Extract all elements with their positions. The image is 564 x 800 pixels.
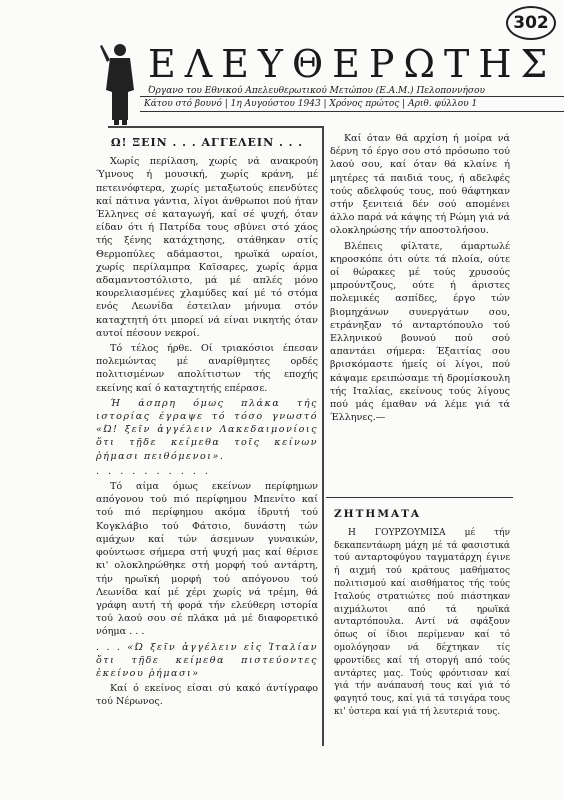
section-box-rule bbox=[326, 497, 513, 498]
title-rule bbox=[108, 126, 322, 128]
article-paragraph: Καί ό εκείνος είσαι σύ κακό άντίγραφο τού Νέρωνος. bbox=[96, 683, 318, 708]
section-title: ΖΗΤΗΜΑΤΑ bbox=[334, 508, 422, 520]
partisan-figure-logo bbox=[98, 40, 142, 126]
article-paragraph: Καί όταν θά αρχίση ή μοίρα νά δέρνη τό έργο σου στό πρόσωπο τού λαού σου, καί όταν θά κλαίνε ή μητέρες τά παιδιά τους, ή αδελφές τούς αδελφούς τους, πού θάφτηκαν στήν ξενιτειά δέν σού απομένει άλλο παρά νά κάψης τή Ρώμη γιά νά ολοκληρώσης τήν αποστολήσου. bbox=[330, 133, 510, 237]
newspaper-masthead: ΕΛΕΥΘΕΡΩΤΗΣ bbox=[148, 42, 557, 86]
page-number-stamp: 302 bbox=[506, 6, 556, 40]
article-left-column bbox=[96, 132, 318, 711]
column-divider bbox=[322, 126, 324, 746]
newspaper-subtitle: Όργανο του Εθνικού Απελευθερωτικού Μετώπου (Ε.Α.Μ.) Πελοποννήσου bbox=[148, 86, 485, 96]
article-title: Ω! ΞΕΙΝ . . . ΑΓΓΕΛΕΙΝ . . . bbox=[110, 136, 304, 149]
article-paragraph: Βλέπεις φίλτατε, άμαρτωλέ κηροσκόπε ότι ούτε τά πλοία, ούτε οί θώρακες μέ τούς χρυσούς μπρούντζους, ούτε ή άριστες πολεμικές ασπίδες, έργο τών βιομηχάνων συνεργάτων σου, ετράνηξαν τό ανταρτόπουλο τού Ελληνικού βουνού πού σού απαντάει σήμερα: Έξαιτίας σου βρισκόμαστε ήμείς οί λίγοι, πού κάψαμε ερειπώσαμε τή δρομίσκουλη τής Ιταλίας, εκείνους τούς λίγους πού μάς έμαθαν νά λέμε γιά τά Έλληνες.— bbox=[330, 240, 510, 424]
article-paragraph: Χωρίς περίλαση, χωρίς νά ανακρούη Ύμνους ή μουσική, χωρίς κράνη, μέ πετεινόφτερα, χωρίς μεταξωτούς επενδύτες καί πάτινα γάντια, λίγοι άνθρωποι πού ήταν Έλληνες σέ καταγωγή, καί σέ ψυχή, όταν είδαν ότι ή Πατρίδα τους σβύνει στό χάος τής ξένης κατάχτησης, στάθηκαν στίς Θερμοπύλες αδάμαστοι, ηρωϊκά ωραίοι, χωρίς περίλαμπρα Καϊσαρες, χωρίς άρμα αδαμαντοστόλιστο, μά μέ απλές μόνο κουρελιασμένες χλαμύδες καί μέ τό στόμα ενός Λεωνίδα έστειλαν μήνυμα στόν καταχτητή ότι μπορεί νά είναι νικητής όταν αυτοί πέσουν νεκροί. bbox=[96, 156, 318, 339]
article-paragraph: Τό αίμα όμως εκείνων περίφημων απόγονου τού πιό περίφημου Μπενίτο καί τού πιό περίφημου ακόμα ίδρυτή τού Κογκλάβιο τού Φάτσιο, δυνάστη τών αμάχων καί τών άσεμνων γυναικών, φούντωσε σήμερα στή ψυχή μας καί θέρισε κι' ολοκληρώθηκε στή μορφή τού αντάρτη, τήν ηρωϊκή μορφή τού απόγονου τού Λεωνίδα καί μέ χέρι χωρίς νά τρέμη, θά γράφη αυτή τή φορά τήν ελεύθερη ιστορία τού λαού σου σέ πλάκα μά μέ διαφορετικό νόημα . . . bbox=[96, 481, 318, 638]
article-paragraph: Τό τέλος ήρθε. Οί τριακόσιοι έπεσαν πολεμώντας μέ αναρίθμητες ορδές πολιτισμένων απολίτιστων τής εποχής εκείνης καί ό καταχτητής επέρασε. bbox=[96, 343, 318, 394]
article-quote: Ή άσπρη όμως πλάκα τής ιστορίας έγραψε τό τόσο γνωστό «Ώ! ξεῖν ἀγγέλειν Λακεδαιμονίοις ὅτι τῇδε κείμεθα τοῖς κείνων ῥήμασι πειθόμενοι». bbox=[96, 397, 318, 462]
dotted-separator: . . . . . . . . . . bbox=[96, 465, 211, 477]
issue-dateline: Κάτου στό βουνό | 1η Αυγούστου 1943 | Χρόνος πρώτος | Αριθ. φύλλου 1 bbox=[140, 96, 564, 112]
article-quote: . . . «Ώ ξεῖν ἀγγέλειν εἰς Ἰταλίαν ὅτι τῇδε κείμεθα πιστεύοντες ἐκείνου ῥήμασι» bbox=[96, 641, 318, 679]
section-zitimata bbox=[334, 508, 510, 721]
article-right-column bbox=[330, 132, 510, 426]
section-paragraph: Η ΓΟΥΡΖΟΥΜΙΣΑ μέ τήν δεκαπεντάωρη μάχη μέ τά φασιστικά τού ανταρτοφύγου ταγματάρχη έγινε ή αιχμή τού κράτους μαθήματος πολιτισμού καί αισθήματος τής τούς Ιταλούς στρατιώτες πού πιάστηκαν αιχμάλωτοι από τά ηρωϊκά ανταρτόπουλα. Αντί νά σφάξουν όπως οί ίδιοι περίμεναν καί τό ομολόγησαν νά δέχτηκαν τίς φροντίδες καί τή στοργή από τούς αντάρτες μας. Τούς φρόντισαν καί γιά τήν ανάπαυσή τους καί γιά τό φαγητό τους, καί γιά τά τσιγάρα τους κι' ύστερα καί γιά τή λευτεριά τους. bbox=[334, 527, 510, 717]
